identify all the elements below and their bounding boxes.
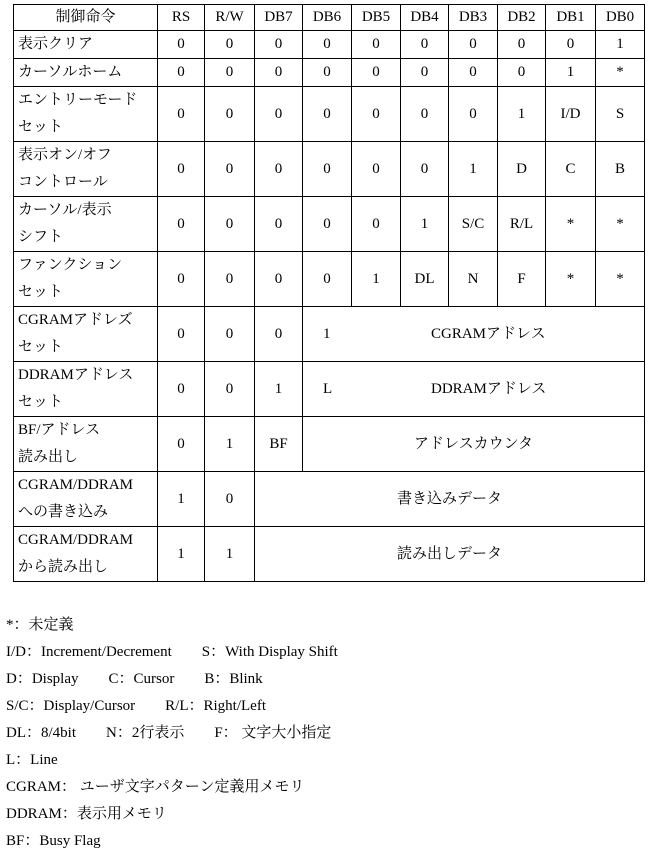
bit-cell: DL bbox=[401, 252, 449, 307]
bit-cell: C bbox=[546, 142, 596, 197]
header-cell: DB1 bbox=[546, 5, 596, 31]
table-header-row bbox=[14, 5, 645, 31]
bit-cell: 1 bbox=[158, 472, 205, 527]
bit-cell: * bbox=[596, 252, 645, 307]
bit-cell: 1 bbox=[546, 59, 596, 87]
table-row bbox=[14, 142, 645, 197]
table-row bbox=[14, 252, 645, 307]
bit-cell: 0 bbox=[205, 31, 255, 59]
bit-cell: 0 bbox=[352, 197, 401, 252]
bit-cell: 1 bbox=[158, 527, 205, 582]
bit-cell: 0 bbox=[158, 197, 205, 252]
bit-cell: 0 bbox=[303, 142, 352, 197]
table-row bbox=[14, 197, 645, 252]
bit-cell: 0 bbox=[158, 307, 205, 362]
bit-cell: 0 bbox=[255, 142, 303, 197]
header-cell: DB7 bbox=[255, 5, 303, 31]
instruction-name: CGRAMアドレズ セット bbox=[14, 307, 158, 362]
header-cell: R/W bbox=[205, 5, 255, 31]
bit-cell: 0 bbox=[255, 59, 303, 87]
bit-cell: 0 bbox=[352, 142, 401, 197]
bit-cell: 0 bbox=[205, 142, 255, 197]
address-span-cell bbox=[303, 307, 645, 362]
bit-cell: 1 bbox=[205, 527, 255, 582]
bit-cell: 0 bbox=[158, 142, 205, 197]
bit-cell: 0 bbox=[303, 197, 352, 252]
bit-cell: 0 bbox=[401, 59, 449, 87]
bit-cell: 0 bbox=[303, 59, 352, 87]
table-row bbox=[14, 31, 645, 59]
table-row bbox=[14, 472, 645, 527]
bit-cell: 1 bbox=[596, 31, 645, 59]
address-span-cell bbox=[303, 362, 645, 417]
bit-cell: 0 bbox=[158, 31, 205, 59]
bit-cell: 1 bbox=[352, 252, 401, 307]
bit-cell: 0 bbox=[401, 142, 449, 197]
instruction-name: カーソルホーム bbox=[14, 59, 158, 87]
instruction-name: BF/アドレス 読み出し bbox=[14, 417, 158, 472]
data-cell: 読み出しデータ bbox=[255, 527, 645, 582]
legend-line: CGRAM： ユーザ文字パターン定義用メモリ bbox=[6, 779, 305, 795]
bit-cell: 0 bbox=[255, 252, 303, 307]
bit-cell: 0 bbox=[255, 31, 303, 59]
instruction-name: DDRAMアドレス セット bbox=[14, 362, 158, 417]
bit-cell: 0 bbox=[205, 197, 255, 252]
instruction-name: ファンクション セット bbox=[14, 252, 158, 307]
bit-cell: 0 bbox=[255, 87, 303, 142]
data-cell: 書き込みデータ bbox=[255, 472, 645, 527]
bit-cell: 0 bbox=[546, 31, 596, 59]
bit-cell: 0 bbox=[205, 472, 255, 527]
address-counter-cell: アドレスカウンタ bbox=[303, 417, 645, 472]
bit-cell: 0 bbox=[352, 59, 401, 87]
bit-cell: 0 bbox=[205, 307, 255, 362]
header-cell: 制御命令 bbox=[14, 5, 158, 31]
bit-cell: 0 bbox=[352, 87, 401, 142]
instruction-table bbox=[13, 4, 645, 582]
instruction-name: カーソル/表示 シフト bbox=[14, 197, 158, 252]
bit-cell: * bbox=[596, 197, 645, 252]
legend-line: *：未定義 bbox=[6, 617, 74, 633]
table-row bbox=[14, 417, 645, 472]
bit-cell: D bbox=[498, 142, 546, 197]
bit-cell: 0 bbox=[205, 59, 255, 87]
legend-line: I/D：Increment/Decrement S：With Display Shift bbox=[6, 644, 338, 660]
bit-cell: 0 bbox=[498, 31, 546, 59]
legend-line: S/C：Display/Cursor R/L：Right/Left bbox=[6, 698, 267, 714]
bit-cell: 0 bbox=[303, 252, 352, 307]
bit-cell: 0 bbox=[449, 31, 498, 59]
bit-cell: 0 bbox=[449, 59, 498, 87]
bit-cell: L bbox=[323, 380, 333, 397]
bit-cell: B bbox=[596, 142, 645, 197]
bit-cell: * bbox=[596, 59, 645, 87]
bit-cell: 0 bbox=[205, 362, 255, 417]
header-cell: DB4 bbox=[401, 5, 449, 31]
bit-cell: 1 bbox=[401, 197, 449, 252]
bit-cell: N bbox=[449, 252, 498, 307]
bit-cell: 1 bbox=[205, 417, 255, 472]
header-cell: DB2 bbox=[498, 5, 546, 31]
bit-cell: 0 bbox=[205, 252, 255, 307]
bit-cell: S bbox=[596, 87, 645, 142]
bit-cell: BF bbox=[255, 417, 303, 472]
table-row bbox=[14, 307, 645, 362]
bit-cell: F bbox=[498, 252, 546, 307]
bit-cell: R/L bbox=[498, 197, 546, 252]
table-row bbox=[14, 87, 645, 142]
legend bbox=[6, 612, 338, 855]
table-row bbox=[14, 362, 645, 417]
bit-cell: * bbox=[546, 197, 596, 252]
header-cell: DB6 bbox=[303, 5, 352, 31]
bit-cell: 0 bbox=[158, 417, 205, 472]
instruction-name: 表示オン/オフ コントロール bbox=[14, 142, 158, 197]
legend-line: L：Line bbox=[6, 752, 58, 768]
bit-cell: 0 bbox=[303, 87, 352, 142]
header-cell: RS bbox=[158, 5, 205, 31]
bit-cell: 0 bbox=[401, 87, 449, 142]
legend-line: D：Display C：Cursor B：Blink bbox=[6, 671, 263, 687]
bit-cell: * bbox=[546, 252, 596, 307]
bit-cell: 0 bbox=[449, 87, 498, 142]
bit-cell: 0 bbox=[303, 31, 352, 59]
header-cell: DB3 bbox=[449, 5, 498, 31]
legend-line: DDRAM：表示用メモリ bbox=[6, 806, 167, 822]
bit-cell: 0 bbox=[158, 87, 205, 142]
table-row bbox=[14, 59, 645, 87]
bit-cell: 1 bbox=[323, 325, 331, 342]
bit-cell: 0 bbox=[158, 362, 205, 417]
bit-cell: 0 bbox=[352, 31, 401, 59]
instruction-name: エントリーモード セット bbox=[14, 87, 158, 142]
bit-cell: S/C bbox=[449, 197, 498, 252]
bit-cell: 0 bbox=[401, 31, 449, 59]
header-cell: DB0 bbox=[596, 5, 645, 31]
bit-cell: 0 bbox=[255, 307, 303, 362]
instruction-name: 表示クリア bbox=[14, 31, 158, 59]
bit-cell: 1 bbox=[449, 142, 498, 197]
bit-cell: 0 bbox=[498, 59, 546, 87]
bit-cell: 0 bbox=[158, 252, 205, 307]
address-label: DDRAMアドレス bbox=[431, 380, 547, 397]
bit-cell: 0 bbox=[158, 59, 205, 87]
legend-line: DL：8/4bit N：2行表示 F： 文字大小指定 bbox=[6, 725, 332, 741]
bit-cell: 0 bbox=[255, 197, 303, 252]
bit-cell: I/D bbox=[546, 87, 596, 142]
bit-cell: 1 bbox=[498, 87, 546, 142]
instruction-name: CGRAM/DDRAM から読み出し bbox=[14, 527, 158, 582]
header-cell: DB5 bbox=[352, 5, 401, 31]
address-label: CGRAMアドレス bbox=[431, 325, 546, 342]
instruction-name: CGRAM/DDRAM への書き込み bbox=[14, 472, 158, 527]
bit-cell: 0 bbox=[205, 87, 255, 142]
legend-line: BF：Busy Flag bbox=[6, 833, 101, 849]
bit-cell: 1 bbox=[255, 362, 303, 417]
table-row bbox=[14, 527, 645, 582]
